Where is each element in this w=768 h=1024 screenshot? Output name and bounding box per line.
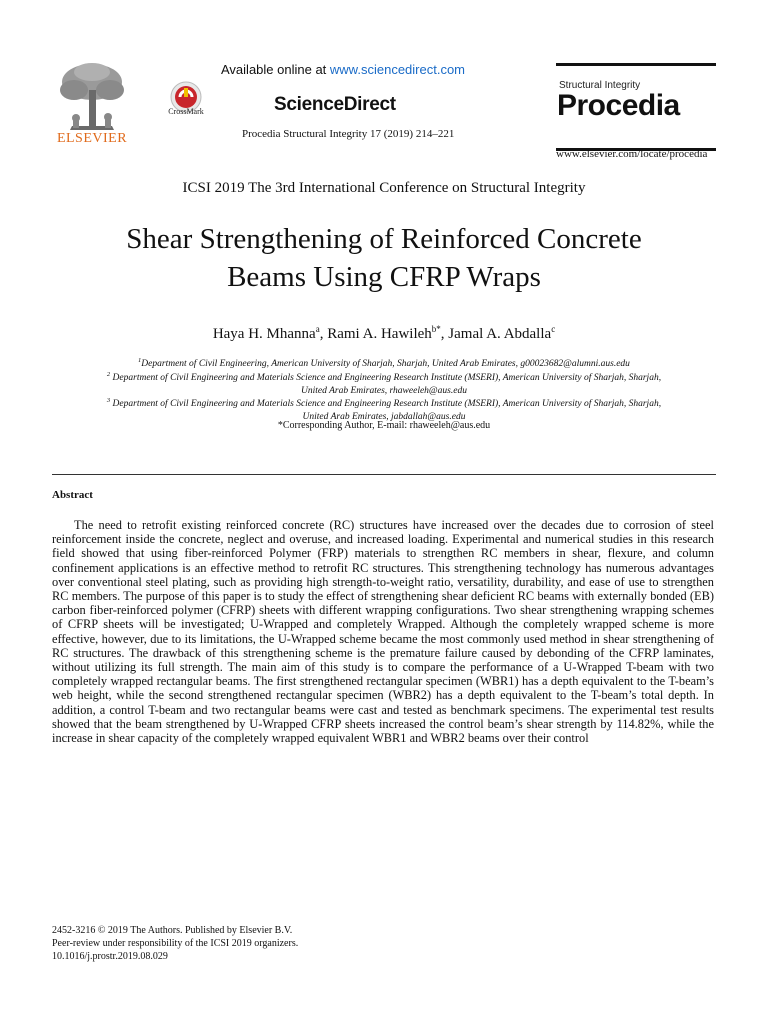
- elsevier-wordmark: ELSEVIER: [56, 131, 128, 146]
- copyright-footer: [52, 924, 298, 963]
- journal-reference: Procedia Structural Integrity 17 (2019) 214–221: [242, 128, 455, 140]
- author-name: Jamal A. Abdalla: [448, 326, 552, 342]
- author-name: Haya H. Mhanna: [212, 326, 316, 342]
- corresponding-author: *Corresponding Author, E-mail: rhaweeleh@aus.edu: [277, 420, 491, 431]
- crossmark-label: CrossMark: [168, 107, 204, 116]
- doi-line[interactable]: 10.1016/j.prostr.2019.08.029: [52, 951, 168, 962]
- section-divider: [52, 474, 716, 475]
- affiliation-text: United Arab Emirates, rhaweeleh@aus.edu: [301, 385, 467, 396]
- affiliation-2: [50, 369, 718, 397]
- affiliation-sup: 3: [106, 397, 111, 404]
- affiliation-text: United Arab Emirates, jabdallah@aus.edu: [302, 411, 466, 422]
- available-prefix: Available online at: [221, 62, 330, 77]
- paper-title-line-2: Beams Using CFRP Wraps: [227, 261, 541, 293]
- author-list: Haya H. Mhanna$^a$, Rami A. Hawileh$^{b*}$, Jamal A. Abdalla$^c$: [212, 324, 556, 342]
- affiliation-sup: 2: [106, 371, 111, 378]
- procedia-title: Procedia: [557, 89, 680, 122]
- affiliation-sup: 1: [138, 357, 142, 364]
- affiliation-3: [50, 395, 718, 423]
- paper-title: [40, 220, 728, 296]
- sciencedirect-title: ScienceDirect: [274, 94, 396, 115]
- procedia-url[interactable]: www.elsevier.com/locate/procedia: [556, 148, 708, 160]
- author-name: Rami A. Hawileh: [327, 326, 432, 342]
- affiliation-text: Department of Civil Engineering and Materials Science and Engineering Research Institute (MSERI), American University of Sharjah, Sharjah,: [110, 373, 662, 384]
- abstract-heading: Abstract: [52, 489, 93, 501]
- peer-review-line: Peer-review under responsibility of the ICSI 2019 organizers.: [52, 938, 299, 949]
- abstract-text: The need to retrofit existing reinforced concrete (RC) structures have increased over the decades due to corrosion of steel reinforcement inside the concrete, neglect and overuse, and increased loading. Experimental and numerical studies in this research field showed that using fiber-reinforced Polymer (FRP) materials to strengthen RC members in shear, flexure, and column confinement applications is an effective method to retrofit RC structures. This strengthening technology has numerous advantages over conventional steel plating, such as providing high strength-to-weight ratio, versatility, durability, and ease of use to strengthen RC members. The purpose of this paper is to study the effect of strengthening shear deficient RC beams with externally bonded (EB) carbon fiber-reinforced polymer (CFRP) sheets with different wrapping configurations. Two shear strengthening wrapping schemes of CFRP sheets will be investigated; U-Wrapped and completely Wrapped. Although the completely wrapped scheme is more effective, however, due to its limitations, the U-Wrapped scheme became the most commonly used method in shear strengthening of RC structures. The drawback of this strengthening scheme is the premature failure caused by debonding of the CFRP laminates, without utilizing its full strength. The main aim of this study is to compare the performance of a U-Wrapped T-beam with two completely wrapped rectangular beams. The first strengthened rectangular specimen (WBR1) has a depth equivalent to the T-beam’s web height, while the second strengthened rectangular specimen (WBR2) has a depth equivalent to the T-beam’s total depth. In addition, a control T-beam and two rectangular beams were cast and tested as benchmark specimens. The experimental test results showed that the beam strengthened by U-Wrapped CFRP sheets increased the control beam’s shear strength by 114.82%, while the increase in shear capacity of the completely wrapped equivalent WBR1 and WBR2 beams over their control: [52, 518, 714, 746]
- available-online: [221, 62, 465, 77]
- author-sup: b*: [431, 324, 441, 334]
- author-sup: a: [315, 324, 320, 334]
- conference-name: ICSI 2019 The 3rd International Conference on Structural Integrity: [182, 180, 586, 196]
- procedia-subtitle: Structural Integrity: [559, 80, 641, 91]
- paper-title-line-1: Shear Strengthening of Reinforced Concrete: [126, 223, 642, 255]
- author-sup: c: [551, 324, 556, 334]
- affiliation-text: Department of Civil Engineering and Materials Science and Engineering Research Institute (MSERI), American University of Sharjah, Sharjah,: [110, 399, 662, 410]
- crossmark-icon[interactable]: [166, 70, 206, 130]
- copyright-line: 2452-3216 © 2019 The Authors. Published by Elsevier B.V.: [52, 925, 293, 936]
- affiliation-text: Department of Civil Engineering, American University of Sharjah, Sharjah, United Arab Emirates, g00023682@alumni.aus.edu: [141, 359, 630, 370]
- sciencedirect-link[interactable]: www.sciencedirect.com: [329, 62, 466, 77]
